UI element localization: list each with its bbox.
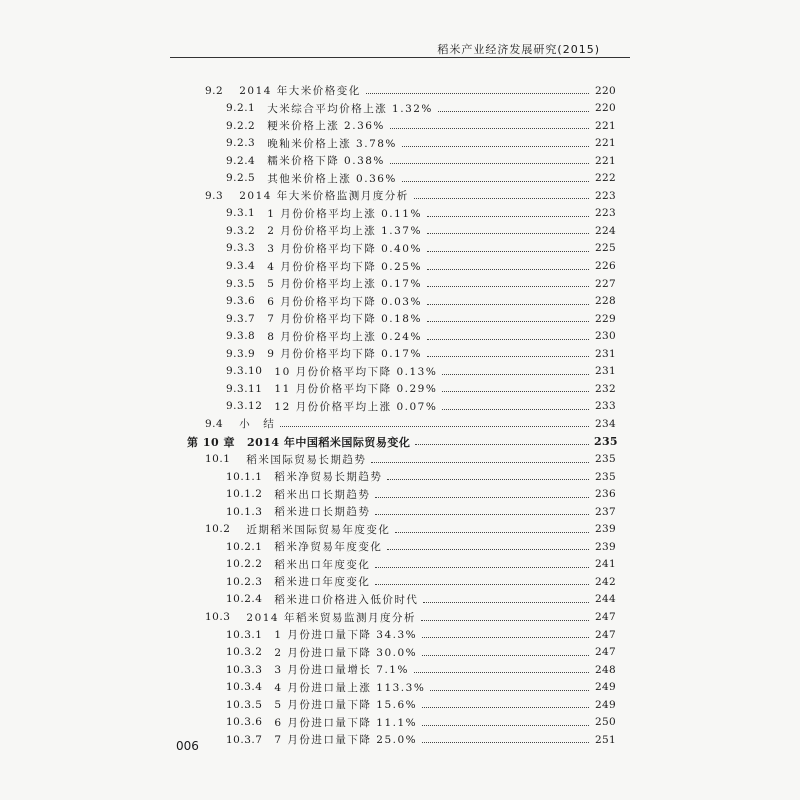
toc-entry-page: 250 [595, 716, 616, 729]
toc-entry-sub [0, 310, 800, 327]
toc-entry-page: 235 [595, 470, 616, 483]
toc-entry-sub [0, 731, 800, 748]
toc-dot-leader [422, 725, 589, 726]
toc-entry-number: 9.2.2 [226, 119, 256, 132]
toc-dot-leader [387, 549, 589, 550]
toc-entry-number: 9.2.1 [226, 102, 256, 115]
toc-entry-number: 10.2.3 [226, 575, 263, 588]
toc-dot-leader [422, 655, 589, 656]
toc-entry-page: 248 [595, 663, 616, 676]
toc-dot-leader [422, 707, 589, 708]
toc-entry-number: 9.3.2 [226, 224, 256, 237]
toc-entry-title: 近期稻米国际贸易年度变化 [246, 523, 391, 536]
toc-dot-leader [442, 374, 589, 375]
toc-entry-sub [0, 275, 800, 292]
toc-entry-section [0, 609, 800, 626]
toc-entry-title: 大米综合平均价格上涨 1.32% [267, 102, 433, 115]
toc-entry-page: 231 [595, 347, 616, 360]
toc-dot-leader [375, 567, 589, 568]
toc-entry-title: 2014 年大米价格监测月度分析 [239, 190, 409, 203]
toc-entry-sub [0, 556, 800, 573]
toc-entry-page: 242 [595, 575, 616, 588]
toc-entry-title: 糯米价格下降 0.38% [267, 155, 385, 168]
toc-dot-leader [390, 128, 589, 129]
toc-dot-leader [422, 742, 589, 743]
toc-entry-page: 239 [595, 523, 616, 536]
toc-entry-page: 247 [595, 646, 616, 659]
toc-dot-leader [427, 269, 589, 270]
toc-dot-leader [442, 391, 589, 392]
toc-entry-sub [0, 591, 800, 608]
toc-entry-section [0, 521, 800, 538]
toc-entry-number: 10.3.3 [226, 663, 263, 676]
toc-entry-sub [0, 714, 800, 731]
toc-entry-title: 稻米净贸易长期趋势 [274, 471, 383, 484]
toc-entry-page: 239 [595, 540, 616, 553]
toc-entry-title: 6 月份价格平均下降 0.03% [267, 295, 422, 308]
toc-entry-section [0, 451, 800, 468]
toc-dot-leader [423, 602, 589, 603]
toc-dot-leader [422, 637, 589, 638]
toc-entry-page: 221 [595, 119, 616, 132]
toc-entry-title: 稻米净贸易年度变化 [274, 541, 383, 554]
toc-entry-number: 10.2.1 [226, 540, 263, 553]
toc-entry-sub [0, 363, 800, 380]
toc-entry-sub [0, 328, 800, 345]
toc-dot-leader [366, 93, 589, 94]
toc-entry-number: 10.3.2 [226, 646, 263, 659]
toc-entry-page: 230 [595, 330, 616, 343]
toc-dot-leader [375, 584, 589, 585]
toc-entry-page: 224 [595, 224, 616, 237]
toc-entry-sub [0, 486, 800, 503]
toc-entry-title: 2014 年大米价格变化 [239, 85, 361, 97]
toc-entry-title: 粳米价格上涨 2.36% [267, 120, 385, 133]
toc-dot-leader [387, 479, 589, 480]
toc-entry-page: 247 [595, 628, 616, 641]
toc-entry-number: 10.1.1 [226, 470, 263, 483]
toc-entry-sub [0, 661, 800, 678]
toc-entry-page: 237 [595, 505, 616, 518]
toc-entry-page: 227 [595, 277, 616, 290]
toc-entry-number: 9.3.12 [226, 400, 263, 413]
toc-entry-sub [0, 468, 800, 485]
toc-dot-leader [427, 251, 589, 252]
page-number: 006 [176, 739, 199, 753]
toc-entry-number: 9.2 [205, 84, 224, 97]
toc-entry-sub [0, 240, 800, 257]
toc-dot-leader [415, 444, 589, 445]
toc-entry-number: 9.3.1 [226, 207, 256, 220]
toc-entry-page: 236 [595, 488, 616, 501]
toc-dot-leader [421, 620, 589, 621]
toc-entry-number: 10.3.4 [226, 681, 263, 694]
toc-dot-leader [402, 181, 589, 182]
toc-dot-leader [427, 339, 589, 340]
toc-entry-sub [0, 573, 800, 590]
toc-entry-title: 1 月份进口量下降 34.3% [274, 629, 418, 642]
toc-entry-number: 9.3.11 [226, 382, 263, 395]
toc-entry-number: 9.3 [205, 189, 224, 202]
toc-dot-leader [390, 163, 589, 164]
toc-entry-number: 9.3.8 [226, 330, 256, 343]
toc-dot-leader [395, 532, 589, 533]
toc-entry-number: 10.2.4 [226, 593, 263, 606]
toc-entry-page: 249 [595, 698, 616, 711]
toc-dot-leader [427, 356, 589, 357]
toc-entry-number: 10.3.6 [226, 716, 263, 729]
toc-entry-page: 229 [595, 312, 616, 325]
toc-entry-number: 9.3.3 [226, 242, 256, 255]
toc-entry-number: 10.3.7 [226, 733, 263, 746]
toc-dot-leader [430, 690, 589, 691]
toc-entry-number: 9.3.10 [226, 365, 263, 378]
toc-entry-sub [0, 117, 800, 134]
toc-entry-page: 222 [595, 172, 616, 185]
toc-entry-title: 稻米进口价格进入低价时代 [274, 593, 419, 606]
toc-entry-title: 晚籼米价格上涨 3.78% [267, 137, 397, 150]
toc-entry-number: 9.3.9 [226, 347, 256, 360]
toc-dot-leader [427, 233, 589, 234]
toc-entry-page: 220 [595, 84, 616, 97]
toc-entry-title: 5 月份进口量下降 15.6% [274, 699, 418, 712]
toc-entry-title: 2 月份价格平均上涨 1.37% [267, 225, 422, 238]
toc-entry-number: 10.1.3 [226, 505, 263, 518]
toc-entry-sub [0, 380, 800, 397]
toc-dot-leader [427, 216, 589, 217]
toc-entry-title: 1 月份价格平均上涨 0.11% [267, 207, 422, 220]
toc-entry-title: 6 月份进口量下降 11.1% [274, 716, 418, 729]
toc-entry-title: 2 月份进口量下降 30.0% [274, 646, 418, 659]
toc-entry-number: 9.3.5 [226, 277, 256, 290]
toc-entry-chapter [0, 433, 800, 450]
toc-entry-title: 4 月份价格平均下降 0.25% [267, 260, 422, 273]
toc-entry-title: 稻米国际贸易长期趋势 [246, 453, 367, 466]
toc-dot-leader [280, 426, 589, 427]
toc-entry-sub [0, 205, 800, 222]
toc-entry-title: 7 月份价格平均下降 0.18% [267, 313, 422, 326]
toc-entry-page: 247 [595, 611, 616, 623]
toc-entry-section [0, 415, 800, 432]
running-header-title: 稻米产业经济发展研究(2015) [437, 43, 600, 56]
toc-entry-section [0, 82, 800, 99]
toc-entry-number: 10.2.2 [226, 558, 263, 571]
toc-entry-number: 10.1 [205, 453, 231, 466]
toc-entry-title: 3 月份价格平均下降 0.40% [267, 242, 422, 255]
toc-dot-leader [402, 146, 589, 147]
toc-entry-title: 9 月份价格平均下降 0.17% [267, 348, 422, 361]
toc-entry-title: 11 月份价格平均下降 0.29% [274, 383, 438, 396]
toc-entry-number: 9.2.3 [226, 137, 256, 150]
toc-entry-title: 10 月份价格平均下降 0.13% [274, 365, 438, 378]
toc-entry-sub [0, 152, 800, 169]
toc-entry-number: 9.3.4 [226, 260, 256, 272]
toc-entry-title: 5 月份价格平均上涨 0.17% [267, 278, 422, 291]
toc-entry-number: 9.4 [205, 417, 224, 430]
toc-entry-page: 225 [595, 242, 616, 255]
toc-entry-number: 10.3 [205, 611, 231, 623]
toc-dot-leader [442, 409, 589, 410]
toc-entry-number: 第 10 章 [187, 435, 235, 449]
toc-dot-leader [438, 111, 589, 112]
toc-dot-leader [371, 462, 589, 463]
toc-entry-title: 7 月份进口量下降 25.0% [274, 734, 418, 747]
toc-entry-page: 235 [595, 453, 616, 466]
toc-entry-page: 220 [595, 102, 616, 115]
toc-entry-sub [0, 135, 800, 152]
toc-dot-leader [427, 304, 589, 305]
toc-dot-leader [375, 497, 589, 498]
toc-dot-leader [427, 321, 589, 322]
toc-entry-title: 稻米出口年度变化 [274, 558, 371, 571]
toc-entry-sub [0, 398, 800, 415]
toc-entry-sub [0, 679, 800, 696]
toc-entry-number: 9.3.6 [226, 295, 256, 308]
toc-entry-page: 249 [595, 681, 616, 694]
toc-entry-number: 10.1.2 [226, 488, 263, 501]
toc-entry-title: 8 月份价格平均上涨 0.24% [267, 330, 422, 343]
toc-entry-number: 9.3.7 [226, 312, 256, 325]
toc-entry-sub [0, 696, 800, 713]
toc-dot-leader [427, 286, 589, 287]
toc-entry-sub [0, 503, 800, 520]
toc-entry-page: 235 [594, 435, 618, 448]
toc-entry-page: 221 [595, 154, 616, 167]
toc-entry-page: 223 [595, 189, 616, 202]
toc-entry-number: 9.2.5 [226, 172, 256, 185]
toc-entry-page: 241 [595, 558, 616, 571]
toc-entry-page: 231 [595, 365, 616, 378]
toc-entry-sub [0, 258, 800, 275]
toc-entry-page: 226 [595, 260, 616, 272]
toc-entry-number: 9.2.4 [226, 154, 256, 167]
toc-entry-title: 2014 年中国稻米国际贸易变化 [246, 435, 411, 449]
toc-entry-page: 233 [595, 400, 616, 413]
toc-dot-leader [375, 514, 589, 515]
toc-entry-page: 228 [595, 295, 616, 308]
toc-entry-title: 4 月份进口量上涨 113.3% [274, 681, 426, 694]
toc-entry-title: 稻米进口长期趋势 [274, 506, 371, 519]
toc-entry-sub [0, 100, 800, 117]
toc-entry-sub [0, 222, 800, 239]
toc-entry-sub [0, 170, 800, 187]
toc-entry-title: 稻米进口年度变化 [274, 576, 371, 589]
toc-entry-sub [0, 345, 800, 362]
toc-entry-page: 221 [595, 137, 616, 150]
toc-entry-title: 12 月份价格平均上涨 0.07% [274, 400, 438, 413]
toc-entry-title: 其他米价格上涨 0.36% [267, 172, 397, 185]
toc-entry-title: 3 月份进口量增长 7.1% [274, 664, 409, 677]
toc-entry-section [0, 187, 800, 204]
toc-entry-sub [0, 538, 800, 555]
toc-entry-title: 2014 年稻米贸易监测月度分析 [246, 611, 416, 624]
toc-entry-title: 稻米出口长期趋势 [274, 488, 371, 501]
toc-entry-page: 244 [595, 593, 616, 606]
toc-entry-sub [0, 626, 800, 643]
toc-entry-sub [0, 293, 800, 310]
toc-dot-leader [414, 198, 589, 199]
toc-dot-leader [414, 672, 589, 673]
toc-entry-sub [0, 644, 800, 661]
toc-entry-number: 10.2 [205, 523, 231, 536]
toc-entry-page: 223 [595, 207, 616, 220]
toc-entry-title: 小 结 [239, 418, 276, 431]
toc-entry-page: 234 [595, 417, 616, 430]
toc-entry-number: 10.3.5 [226, 698, 263, 711]
toc-entry-number: 10.3.1 [226, 628, 263, 641]
toc-entry-page: 232 [595, 382, 616, 395]
toc-entry-page: 251 [595, 733, 616, 746]
